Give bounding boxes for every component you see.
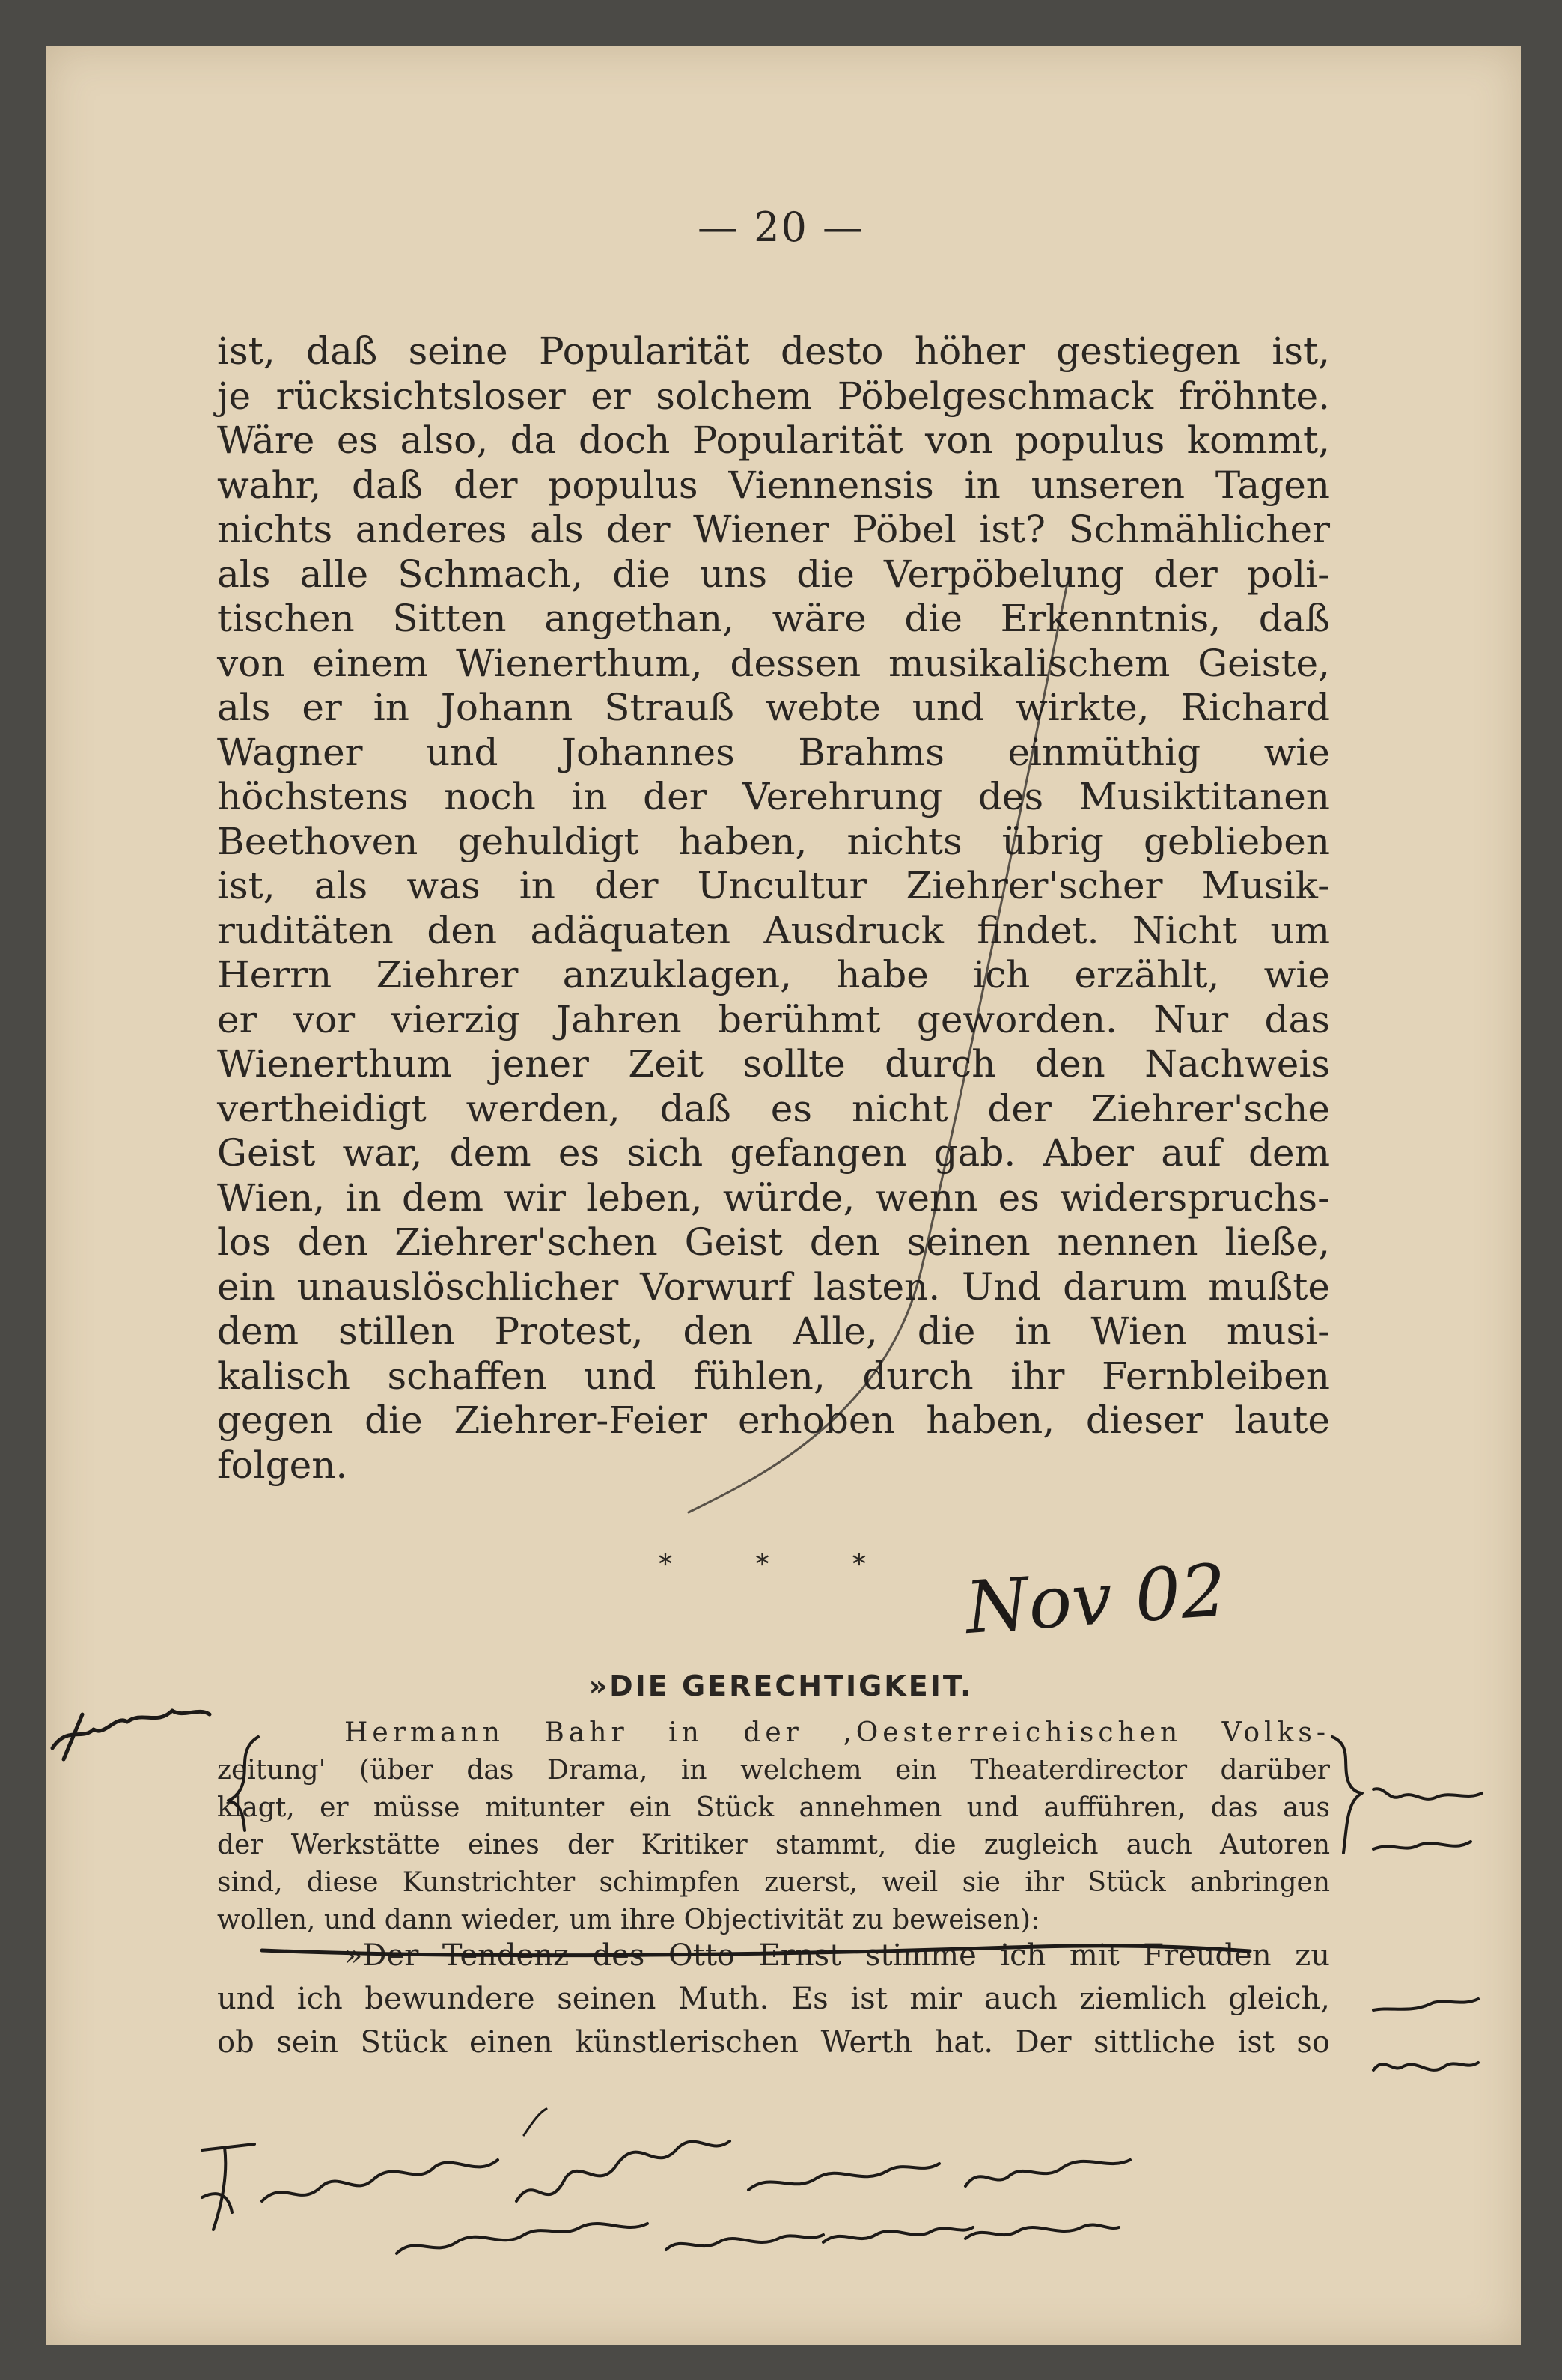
quote-block (217, 1714, 1330, 1939)
text-line: tischen Sitten angethan, wäre die Erkenntnis, daß (217, 597, 1330, 640)
section-heading: »DIE GERECHTIGKEIT. (588, 1670, 974, 1702)
text-line: von einem Wienerthum, dessen musikalischem Geiste, (217, 641, 1330, 685)
text-line: Beethoven gehuldigt haben, nichts übrig geblieben (217, 819, 1330, 863)
text-line: Wagner und Johannes Brahms einmüthig wie (217, 730, 1330, 774)
text-line: ein unauslöschlicher Vorwurf lasten. Und darum mußte (217, 1264, 1330, 1309)
text-line: ist, als was in der Uncultur Ziehrer'scher Musik- (217, 864, 1330, 907)
text-line: ruditäten den adäquaten Ausdruck findet. Nicht um (217, 908, 1330, 952)
text-line: ist, daß seine Popularität desto höher gestiegen ist, (217, 329, 1330, 373)
text-line: als alle Schmach, die uns die Verpöbelung der poli- (217, 552, 1330, 596)
quote-line: wollen, und dann wieder, um ihre Objectivität zu beweisen): (217, 1905, 1040, 1935)
text-line: Geist war, dem es sich gefangen gab. Aber auf dem (217, 1131, 1330, 1175)
quote-line: sind, diese Kunstrichter schimpfen zuerst, weil sie ihr Stück anbringen (217, 1867, 1330, 1898)
text-line: er vor vierzig Jahren berühmt geworden. Nur das (217, 997, 1330, 1041)
text-line: los den Ziehrer'schen Geist den seinen nennen ließe, (217, 1220, 1330, 1264)
text-line: Wäre es also, da doch Popularität von populus kommt, (217, 419, 1330, 462)
quote-line: ob sein Stück einen künstlerischen Werth hat. Der sittliche ist so (217, 2025, 1330, 2060)
text-line: Herrn Ziehrer anzuklagen, habe ich erzählt, wie (217, 953, 1330, 996)
text-line: vertheidigt werden, daß es nicht der Ziehrer'sche (217, 1086, 1330, 1130)
text-line: Wien, in dem wir leben, würde, wenn es widerspruchs- (217, 1175, 1330, 1220)
page-number: — 20 — (697, 204, 865, 251)
text-line: folgen. (217, 1443, 348, 1487)
section-break: * * * (659, 1550, 903, 1580)
text-line: höchstens noch in der Verehrung des Musiktitanen (217, 775, 1330, 818)
text-line: dem stillen Protest, den Alle, die in Wien musi- (217, 1309, 1330, 1353)
quote-line: zeitung' (über das Drama, in welchem ein Theaterdirector darüber (217, 1755, 1330, 1786)
body-text (217, 329, 1330, 1488)
quote-line: »Der Tendenz des Otto Ernst stimme ich mit Freuden zu (344, 1938, 1330, 1973)
quote-line: Hermann Bahr in der ‚Oesterreichischen Volks- (344, 1717, 1330, 1748)
text-line: nichts anderes als der Wiener Pöbel ist? Schmählicher (217, 508, 1330, 551)
quote-continuation (217, 1934, 1330, 2064)
text-line: kalisch schaffen und fühlen, durch ihr Fernbleiben (217, 1354, 1330, 1398)
text-line: gegen die Ziehrer-Feier erhoben haben, dieser laute (217, 1399, 1330, 1442)
handwritten-date: Nov 02 (962, 1547, 1230, 1651)
quote-line: der Werkstätte eines der Kritiker stammt, die zugleich auch Autoren (217, 1830, 1330, 1860)
text-line: als er in Johann Strauß webte und wirkte, Richard (217, 686, 1330, 729)
text-line: wahr, daß der populus Viennensis in unseren Tagen (217, 463, 1330, 507)
text-line: je rücksichtsloser er solchem Pöbelgeschmack fröhnte. (217, 374, 1330, 418)
text-line: Wienerthum jener Zeit sollte durch den Nachweis (217, 1042, 1330, 1086)
quote-line: und ich bewundere seinen Muth. Es ist mir auch ziemlich gleich, (217, 1982, 1330, 2016)
quote-line: klagt, er müsse mitunter ein Stück annehmen und aufführen, das aus (217, 1792, 1330, 1823)
